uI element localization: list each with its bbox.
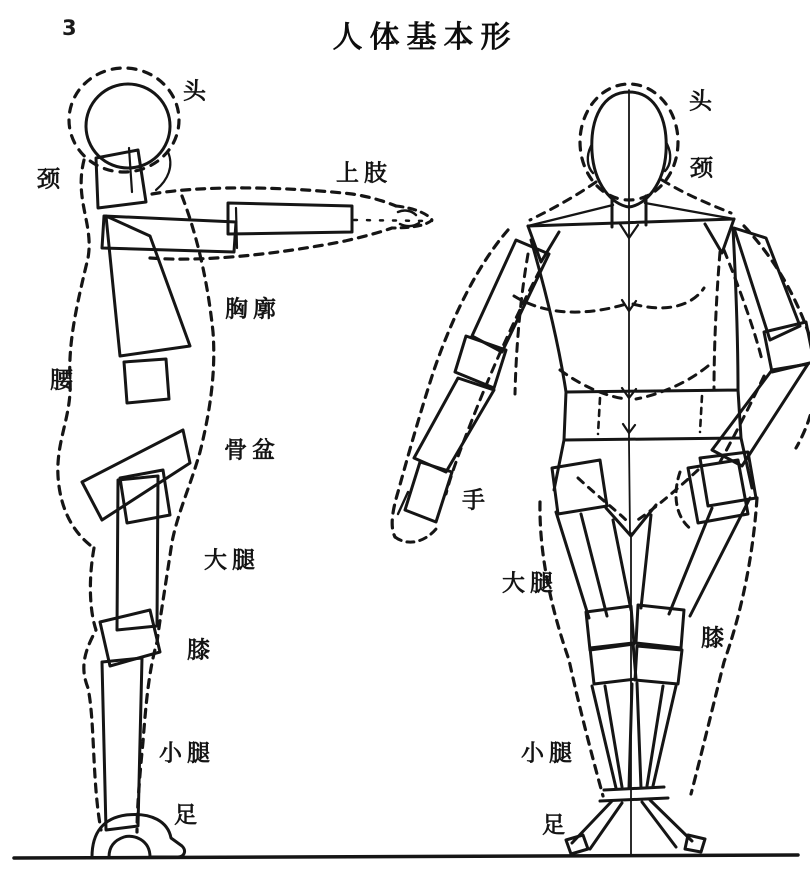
- side-back-leg-contour: [84, 548, 101, 830]
- label-side-thorax: 胸廓: [225, 296, 281, 323]
- label-front-thigh: 大腿: [502, 570, 558, 597]
- label-side-knee: 膝: [187, 637, 215, 664]
- side-head-circle: [86, 84, 170, 168]
- label-side-thigh: 大腿: [204, 547, 260, 574]
- label-side-neck: 颈: [37, 166, 65, 193]
- front-thigh-left-lines: [556, 512, 631, 618]
- side-knee-box: [100, 610, 160, 666]
- label-front-neck: 颈: [690, 155, 718, 182]
- side-hand-dashes: [354, 220, 432, 221]
- front-upper-arm-right: [734, 228, 800, 340]
- front-torso-side-right: [733, 228, 738, 390]
- side-forearm-box: [228, 203, 352, 234]
- page-title: 人体基本形: [332, 20, 518, 55]
- label-front-knee: 膝: [701, 625, 729, 652]
- front-hand-left-dashed: [395, 529, 436, 542]
- front-waist-box: [564, 390, 741, 440]
- side-calf-box: [102, 658, 142, 830]
- front-upper-arm-left: [472, 240, 549, 352]
- page-number: 3: [62, 16, 77, 40]
- side-upper-arm-box: [102, 216, 236, 252]
- front-knee-right-lower: [635, 646, 682, 684]
- side-thorax-box: [106, 216, 190, 356]
- front-deltoid-right: [705, 219, 734, 253]
- front-rib-left: [560, 370, 626, 399]
- front-ankle-band: [600, 787, 668, 801]
- label-front-head: 头: [689, 88, 717, 115]
- side-head-axis: [129, 148, 132, 192]
- front-calf-right-lines: [637, 683, 676, 788]
- front-toe-right: [685, 835, 705, 852]
- label-front-hand: 手: [462, 487, 490, 514]
- front-waist-dashes: [598, 396, 702, 434]
- side-elbow-line: [236, 208, 237, 248]
- label-side-lower-leg: 小腿: [159, 740, 215, 767]
- side-waist-box: [124, 359, 169, 403]
- front-torso-dashed-right: [714, 252, 720, 390]
- ground-line: [14, 855, 798, 858]
- label-side-waist: 腰: [50, 367, 78, 394]
- label-side-head: 头: [183, 78, 211, 105]
- side-jaw-line: [156, 152, 170, 190]
- front-view-figure: [392, 84, 810, 854]
- label-front-foot: 足: [542, 812, 570, 839]
- front-trapezius-left: [530, 182, 596, 220]
- label-front-lower-leg: 小腿: [521, 740, 577, 767]
- front-hip-box-left: [552, 460, 607, 514]
- front-pec-right: [633, 288, 704, 308]
- front-knee-right-upper: [636, 605, 684, 648]
- side-hand-marks: [398, 211, 419, 227]
- front-foot-lines: [572, 800, 692, 849]
- label-side-upper-limb: 上肢: [336, 160, 392, 187]
- front-shoulder-line: [528, 219, 734, 226]
- front-rib-right: [636, 366, 708, 399]
- label-side-pelvis: 骨盆: [224, 437, 280, 464]
- front-pec-left: [514, 296, 626, 312]
- front-hand-left: [405, 462, 452, 522]
- side-back-contour: [58, 160, 94, 548]
- label-side-foot: 足: [174, 802, 202, 829]
